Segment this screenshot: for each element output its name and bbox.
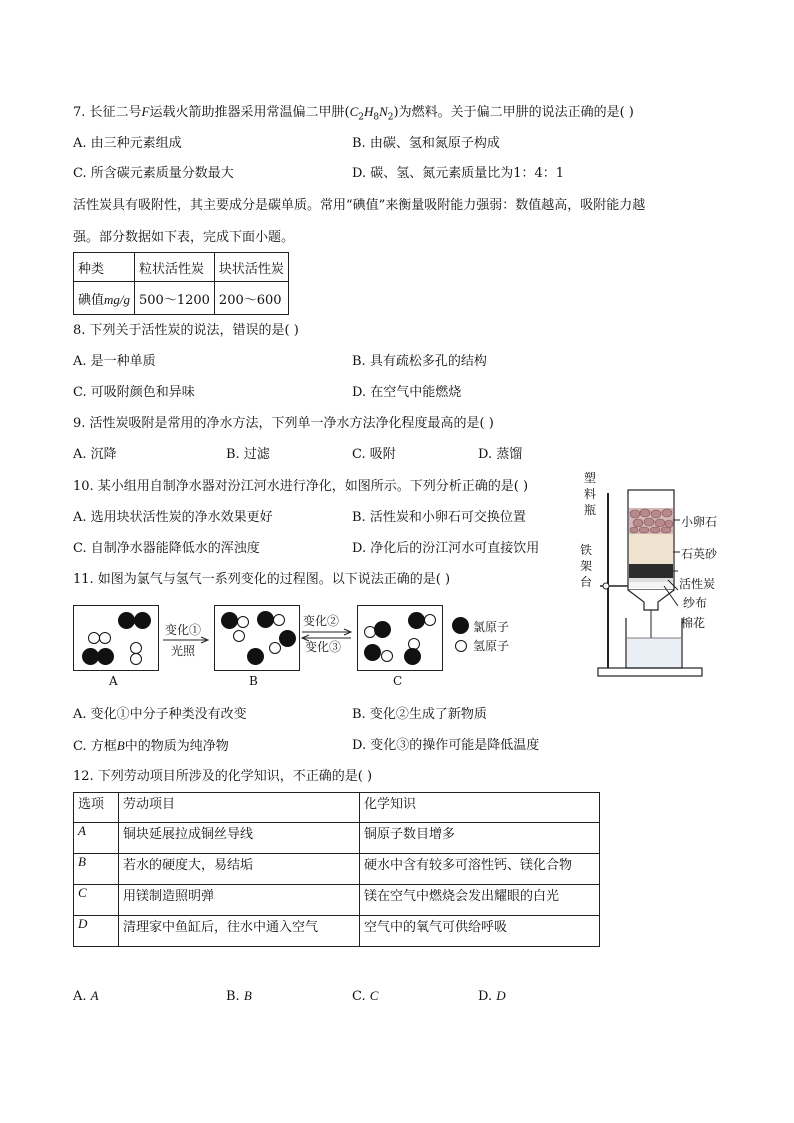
q7-stem-part3: )为燃料。关于偏二甲肼的说法正确的是( ): [393, 105, 634, 120]
table-header-cell: 劳动项目: [119, 793, 360, 823]
q7-stem: [73, 104, 634, 126]
chlorine-atom: [247, 648, 264, 665]
q8-option-d[interactable]: D. 在空气中能燃烧: [352, 385, 462, 400]
table-cell: 硬水中含有较多可溶性钙、镁化合物: [360, 854, 600, 885]
chlorine-atom: [134, 612, 151, 629]
table-cell: D: [74, 916, 119, 947]
layer-label-gauze: 纱布: [683, 596, 708, 610]
q7-option-a[interactable]: A. 由三种元素组成: [73, 136, 182, 151]
q8-option-b[interactable]: B. 具有疏松多孔的结构: [352, 354, 487, 369]
q11-option-b[interactable]: B. 变化②生成了新物质: [352, 707, 487, 722]
chlorine-atom: [221, 612, 238, 629]
box-b: [214, 605, 300, 671]
box-a-label: A: [109, 674, 118, 688]
formula-c: C: [349, 104, 359, 119]
table-cell: 铜块延展拉成铜丝导线: [119, 823, 360, 854]
chlorine-atom: [257, 611, 274, 628]
q10-stem: 10. 某小组用自制净水器对汾江河水进行净化，如图所示。下列分析正确的是( ): [73, 479, 529, 494]
chlorine-atom: [97, 648, 114, 665]
hydrogen-atom: [273, 614, 285, 626]
q12-option-c-prefix: C.: [352, 989, 370, 1004]
layer-label-pebbles: 小卵石: [681, 515, 718, 529]
legend-chlorine-label: 氯原子: [473, 620, 510, 634]
q7-option-b[interactable]: B. 由碳、氢和氮原子构成: [352, 136, 500, 151]
q10-option-a[interactable]: A. 选用块状活性炭的净水效果更好: [73, 510, 273, 525]
table-cell: 镁在空气中燃烧会发出耀眼的白光: [360, 885, 600, 916]
box-b-label: B: [249, 674, 258, 688]
q8-stem: 8. 下列关于活性炭的说法，错误的是( ): [73, 323, 299, 338]
stand-label-char: 台: [580, 575, 593, 589]
q9-option-d[interactable]: D. 蒸馏: [478, 447, 523, 462]
layer-label-quartz-sand: 石英砂: [681, 547, 718, 561]
intro-line-2: 强。部分数据如下表，完成下面小题。: [73, 230, 295, 245]
arrow3-label: 变化③: [305, 640, 342, 654]
q12-option-c[interactable]: [352, 988, 378, 1005]
q9-option-a[interactable]: A. 沉降: [73, 447, 117, 462]
formula-c-sub: 2: [358, 112, 364, 123]
q9-stem: 9. 活性炭吸附是常用的净水方法，下列单一净水方法净化程度最高的是( ): [73, 416, 494, 431]
chlorine-atom: [364, 644, 381, 661]
bottle-label-char: 塑: [584, 471, 597, 485]
iodine-label: 碘值: [78, 292, 105, 308]
q10-option-b[interactable]: B. 活性炭和小卵石可交换位置: [352, 510, 526, 525]
chlorine-atom: [404, 648, 421, 665]
q8-option-c[interactable]: C. 可吸附颜色和异味: [73, 385, 195, 400]
table-cell: C: [74, 885, 119, 916]
formula-n: N: [379, 104, 388, 119]
hydrogen-atom: [269, 642, 281, 654]
arrow1-label-bottom: 光照: [171, 644, 196, 658]
table-row-label: [74, 282, 135, 315]
table-header-cell: 种类: [74, 253, 135, 282]
q11-option-d[interactable]: D. 变化③的操作可能是降低温度: [352, 738, 540, 753]
arrow2-label: 变化②: [303, 614, 340, 628]
iodine-unit: mg/g: [104, 291, 131, 307]
table-cell: 200～600: [214, 282, 288, 315]
chlorine-atom: [279, 630, 296, 647]
chlorine-atom: [374, 621, 391, 638]
box-c-label: C: [393, 674, 403, 688]
box-a: [73, 605, 159, 671]
table-header-cell: 选项: [74, 793, 119, 823]
molecule-change-figure: [73, 600, 573, 692]
q9-option-c[interactable]: C. 吸附: [352, 447, 396, 462]
table-header-cell: 粒状活性炭: [135, 253, 215, 282]
hydrogen-atom: [99, 632, 111, 644]
q11-option-c[interactable]: [73, 738, 229, 755]
stand-label-char: 架: [580, 559, 593, 573]
arrow1-label-top: 变化①: [165, 623, 202, 637]
table-cell: A: [74, 823, 119, 854]
q10-option-c[interactable]: C. 自制净水器能降低水的浑浊度: [73, 541, 260, 556]
layer-label-cotton: 棉花: [681, 616, 706, 630]
q7-stem-part2: 运载火箭助推器采用常温偏二甲肼(: [149, 105, 350, 120]
q9-option-b[interactable]: B. 过滤: [226, 447, 270, 462]
q12-option-d-prefix: D.: [478, 989, 497, 1004]
q12-option-b[interactable]: [226, 988, 252, 1005]
hydrogen-atom: [237, 616, 249, 628]
water-filter-figure: [578, 468, 738, 683]
bottle-label-char: 瓶: [584, 503, 597, 517]
legend-hydrogen-icon: [455, 640, 467, 652]
table-cell: B: [74, 854, 119, 885]
intro-line-1: 活性炭具有吸附性，其主要成分是碳单质。常用“碘值”来衡量吸附能力强弱：数值越高，吸附能力越: [73, 198, 646, 213]
chlorine-atom: [408, 612, 425, 629]
table-cell: 铜原子数目增多: [360, 823, 600, 854]
q12-option-d-var: D: [496, 988, 506, 1003]
q12-option-a[interactable]: [73, 988, 99, 1005]
q11-option-a[interactable]: A. 变化①中分子种类没有改变: [73, 707, 247, 722]
legend-chlorine-icon: [452, 617, 469, 634]
hydrogen-atom: [424, 614, 436, 626]
q12-option-a-prefix: A.: [73, 989, 91, 1004]
table-header-cell: 化学知识: [360, 793, 600, 823]
q7-var-f: F: [141, 104, 150, 119]
q11-option-c-var: B: [116, 738, 125, 753]
q7-option-c[interactable]: C. 所含碳元素质量分数最大: [73, 166, 234, 181]
table-cell: 用镁制造照明弹: [119, 885, 360, 916]
formula-h: H: [363, 104, 374, 119]
q12-option-c-var: C: [369, 988, 379, 1003]
formula-h-sub: 8: [373, 112, 380, 123]
q12-option-d[interactable]: [478, 988, 506, 1005]
carbon-iodine-table: [73, 252, 289, 315]
q11-stem: 11. 如图为氯气与氢气一系列变化的过程图。以下说法正确的是( ): [73, 572, 451, 587]
labor-knowledge-table: [73, 792, 600, 947]
hydrogen-atom: [130, 653, 142, 665]
q11-option-c-part2: 中的物质为纯净物: [124, 739, 229, 754]
box-c: [357, 605, 443, 671]
q7-stem-part1: 7. 长征二号: [73, 105, 142, 120]
hydrogen-atom: [381, 650, 393, 662]
table-cell: 若水的硬度大，易结垢: [119, 854, 360, 885]
q8-option-a[interactable]: A. 是一种单质: [73, 354, 156, 369]
q12-option-b-prefix: B.: [226, 989, 244, 1004]
table-cell: 500～1200: [135, 282, 215, 315]
q12-option-a-var: A: [90, 988, 99, 1003]
stand-label-char: 铁: [580, 543, 593, 557]
q10-option-d[interactable]: D. 净化后的汾江河水可直接饮用: [352, 541, 540, 556]
hydrogen-atom: [233, 630, 245, 642]
layer-label-activated-carbon: 活性炭: [679, 577, 716, 591]
legend-hydrogen-label: 氢原子: [473, 639, 510, 653]
table-header-cell: 块状活性炭: [214, 253, 288, 282]
formula-n-sub: 2: [387, 112, 394, 123]
table-cell: 空气中的氧气可供给呼吸: [360, 916, 600, 947]
q12-stem: 12. 下列劳动项目所涉及的化学知识，不正确的是( ): [73, 769, 373, 784]
q7-option-d[interactable]: D. 碳、氢、氮元素质量比为1：4：1: [352, 166, 565, 181]
q12-option-b-var: B: [243, 988, 252, 1003]
q11-option-c-part1: C. 方框: [73, 739, 117, 754]
table-cell: 清理家中鱼缸后，往水中通入空气: [119, 916, 360, 947]
chlorine-atom: [118, 612, 135, 629]
bottle-label-char: 料: [584, 487, 597, 501]
